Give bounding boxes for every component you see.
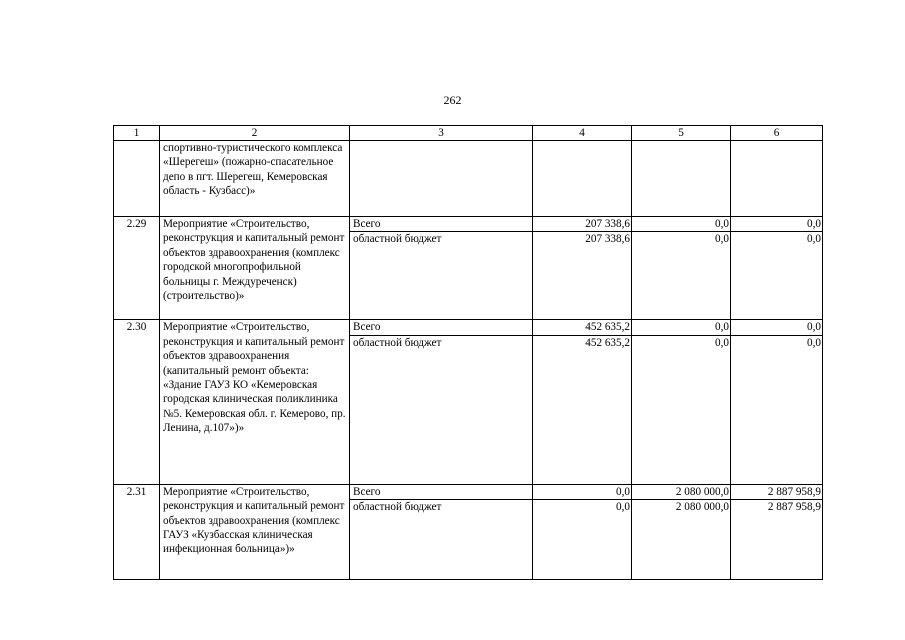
value-col-6: 0,0	[731, 320, 823, 335]
row-code: 2.31	[114, 484, 160, 579]
value-col-4: 0,0	[533, 484, 632, 499]
value-col-6: 2 887 958,9	[731, 484, 823, 499]
value-col-5: 0,0	[632, 335, 731, 484]
funding-source: Всего	[350, 484, 533, 499]
value-col-6: 0,0	[731, 335, 823, 484]
budget-table	[113, 125, 823, 580]
page-number: 262	[443, 93, 462, 107]
column-header-5: 5	[632, 126, 731, 141]
funding-source: областной бюджет	[350, 500, 533, 580]
value-col-5: 0,0	[632, 232, 731, 320]
value-col-6: 0,0	[731, 217, 823, 232]
row-code: 2.30	[114, 320, 160, 484]
column-header-1: 1	[114, 126, 160, 141]
value-col-5: 0,0	[632, 320, 731, 335]
value-col-5: 2 080 000,0	[632, 484, 731, 499]
table-row	[114, 217, 823, 232]
value-col-5: 0,0	[632, 217, 731, 232]
row-name: Мероприятие «Строительство, реконструкция и капитальный ремонт объектов здравоохранения (комплекс городской многопрофильной больницы г. Междуреченск) (строительство)»	[160, 217, 350, 320]
funding-source: областной бюджет	[350, 335, 533, 484]
row-name: спортивно-туристического комплекса «Шерегеш» (пожарно-спасательное депо в пгт. Шерегеш, Кемеровская область - Кузбасс)»	[160, 141, 350, 217]
value-col-4: 452 635,2	[533, 320, 632, 335]
funding-source: областной бюджет	[350, 232, 533, 320]
column-header-3: 3	[350, 126, 533, 141]
row-name: Мероприятие «Строительство, реконструкция и капитальный ремонт объектов здравоохранения (капитальный ремонт объекта: «Здание ГАУЗ КО «Кемеровская городская клиническая поликлиника №5. Кемеровская обл. г. Кемерово, пр. Ленина, д.107»)»	[160, 320, 350, 484]
value-col-4: 0,0	[533, 500, 632, 580]
column-header-4: 4	[533, 126, 632, 141]
column-header-6: 6	[731, 126, 823, 141]
column-header-2: 2	[160, 126, 350, 141]
value-col-4: 207 338,6	[533, 232, 632, 320]
funding-source: Всего	[350, 217, 533, 232]
value-col-6: 2 887 958,9	[731, 500, 823, 580]
table-row	[114, 320, 823, 335]
table-row	[114, 484, 823, 499]
row-name: Мероприятие «Строительство, реконструкция и капитальный ремонт объектов здравоохранения (комплекс ГАУЗ «Кузбасская клиническая инфекционная больница»)»	[160, 484, 350, 579]
row-code: 2.29	[114, 217, 160, 320]
value-col-6: 0,0	[731, 232, 823, 320]
row-code	[114, 141, 160, 217]
value-col-4: 207 338,6	[533, 217, 632, 232]
funding-source: Всего	[350, 320, 533, 335]
value-col-4: 452 635,2	[533, 335, 632, 484]
column-number-row	[114, 126, 823, 141]
value-col-5: 2 080 000,0	[632, 500, 731, 580]
continued-row	[114, 141, 823, 217]
